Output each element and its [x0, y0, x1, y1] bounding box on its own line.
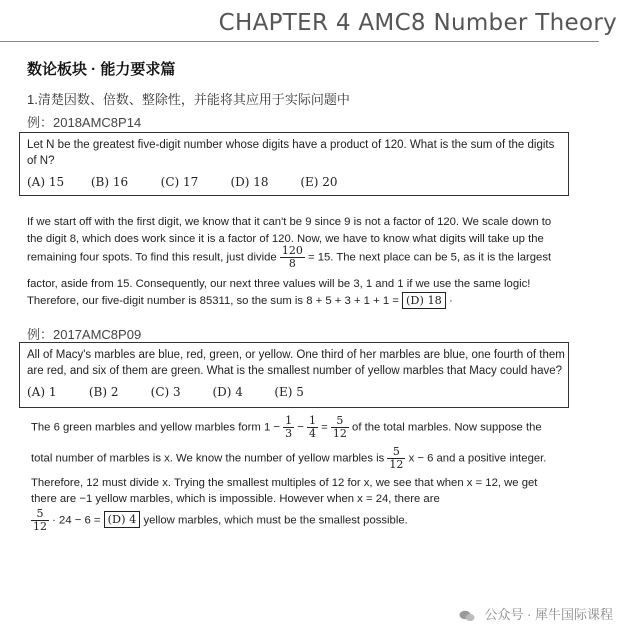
wechat-icon	[459, 610, 475, 622]
header-divider	[0, 41, 599, 42]
choice-a: (A) 1	[27, 385, 57, 399]
example2-problem-line1: All of Macy's marbles are blue, red, green, or yellow. One third of her marbles are blue, one fourth of them	[27, 349, 565, 361]
choice-b: (B) 16	[90, 175, 129, 189]
example2-choices	[27, 385, 324, 399]
example2-solution-line5b: yellow marbles, which must be the smallest possible.	[143, 514, 408, 527]
fraction-5-over-12	[31, 508, 49, 533]
fraction-1-over-4	[307, 415, 318, 440]
fraction-denominator: 8	[288, 257, 296, 270]
choice-c: (C) 3	[150, 385, 181, 399]
chapter-title: CHAPTER 4 AMC8 Number Theory	[218, 10, 617, 36]
example2-solution-line2b: x − 6 and a positive integer.	[408, 452, 547, 465]
fraction-1-over-3	[283, 415, 294, 440]
example2-solution-line2a: total number of marbles is x. We know the number of yellow marbles is	[31, 452, 385, 465]
example1-solution-line3b: = 15. The next place can be 5, as it is the largest	[307, 251, 552, 264]
fraction-120-over-8	[280, 245, 305, 270]
example2-problem-box	[19, 342, 569, 408]
fraction-numerator: 5	[387, 446, 405, 459]
example2-solution-line5a: · 24 − 6 =	[52, 514, 101, 527]
example1-problem-box	[19, 132, 569, 196]
fraction-numerator: 1	[309, 414, 316, 427]
fraction-denominator: 12	[389, 458, 404, 471]
fraction-denominator: 4	[309, 427, 316, 440]
fraction-denominator: 12	[33, 520, 47, 533]
example2-solution-line2	[31, 446, 546, 471]
watermark	[459, 604, 613, 623]
example1-answer-box: (D) 18	[402, 292, 446, 309]
example2-problem-line2: are red, and six of them are green. What is the smallest number of yellow marbles that Macy could have?	[27, 365, 563, 377]
fraction-numerator: 5	[31, 508, 49, 521]
fraction-numerator: 120	[281, 244, 303, 257]
example1-solution-line4: factor, aside from 15. Consequently, our next three values will be 3, 1 and 1 if we use the same logic!	[27, 278, 531, 290]
choice-d: (D) 18	[230, 175, 269, 189]
fraction-numerator: 1	[285, 414, 293, 427]
fraction-5-over-12	[387, 446, 405, 471]
example1-choices	[27, 175, 360, 189]
example1-solution-line2: the digit 8, which does work since it is a factor of 120. Now, we have to know what digits will take up the	[27, 233, 544, 245]
requirement-text: 1.清楚因数、倍数、整除性，并能将其应用于实际问题中	[27, 92, 350, 107]
fraction-denominator: 12	[332, 427, 347, 440]
example2-solution-line1: The 6 green marbles and yellow marbles form 1 − $\frac{1}{3}$ − $\frac{1}{4}$ = $\frac{5}{12}$ of the total marbles. Now suppose the	[31, 414, 542, 440]
example2-solution-line1a: The 6 green marbles and yellow marbles form 1 −	[31, 421, 280, 434]
choice-a: (A) 15	[27, 175, 65, 189]
example1-solution-line5-text: Therefore, our five-digit number is 85311, so the sum is 8 + 5 + 3 + 1 + 1 =	[27, 295, 399, 307]
example1-solution-line1: If we start off with the first digit, we know that it can't be 9 since 9 is not a factor of 120. We scale down to	[27, 216, 552, 228]
example1-solution-line5: Therefore, our five-digit number is 85311, so the sum is 8 + 5 + 3 + 1 + 1 = (D) 18 ·	[27, 294, 453, 307]
fraction-numerator: 5	[331, 415, 349, 428]
choice-b: (B) 2	[88, 385, 119, 399]
choice-d: (D) 4	[212, 385, 243, 399]
watermark-text: 公众号 · 犀牛国际课程	[484, 607, 613, 622]
choice-e: (E) 5	[274, 385, 304, 399]
example1-solution-line3	[27, 245, 551, 270]
example1-solution-line3a: remaining four spots. To find this result, just divide	[27, 251, 277, 264]
fraction-denominator: 3	[285, 427, 293, 440]
choice-c: (C) 17	[160, 175, 199, 189]
example2-label: 例：2017AMC8P09	[27, 327, 142, 342]
fraction-5-over-12	[331, 415, 349, 440]
example1-label: 例：2018AMC8P14	[27, 115, 142, 130]
example2-solution-line1b: of the total marbles. Now suppose the	[352, 421, 542, 434]
example2-answer-box: (D) 4	[104, 511, 141, 528]
section-title: 数论板块 · 能力要求篇	[27, 61, 176, 78]
example2-solution-line5	[31, 508, 408, 533]
example2-solution-line3: Therefore, 12 must divide x. Trying the smallest multiples of 12 for x, we see that when x = 12, we get	[31, 477, 538, 489]
example1-problem-line1: Let N be the greatest five-digit number whose digits have a product of 120. What is the sum of the digits	[27, 139, 555, 151]
example2-solution-line4: there are −1 yellow marbles, which is impossible. However when x = 24, there are	[31, 493, 440, 505]
example1-problem-line2: of N?	[27, 155, 55, 167]
choice-e: (E) 20	[300, 175, 338, 189]
